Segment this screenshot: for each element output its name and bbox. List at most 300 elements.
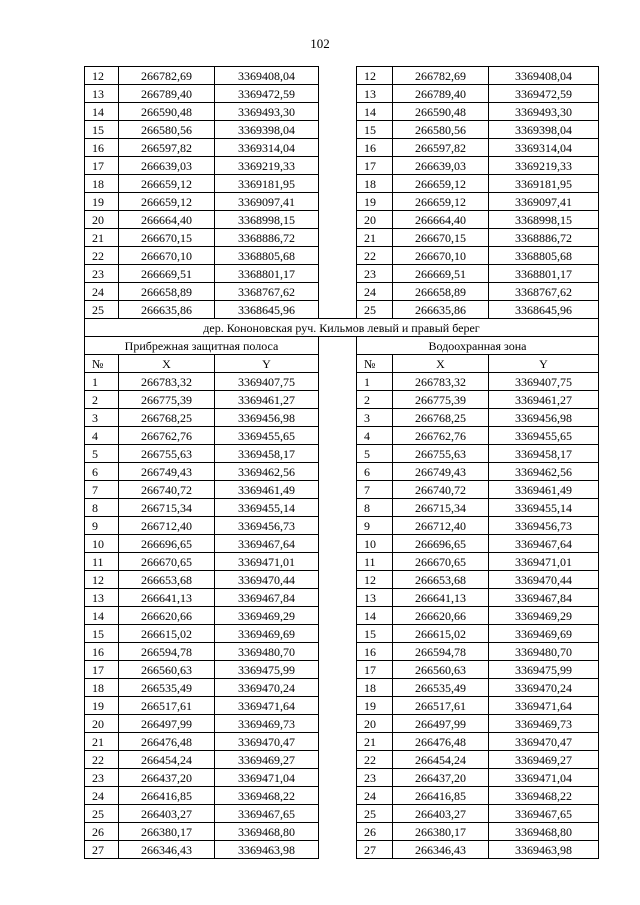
- right-point-number: 16: [357, 643, 393, 661]
- left-y-coordinate: 3369407,75: [215, 373, 319, 391]
- right-x-coordinate: 266615,02: [393, 625, 489, 643]
- col-header-x: X: [393, 355, 489, 373]
- right-x-coordinate: 266740,72: [393, 481, 489, 499]
- left-y-coordinate: 3369408,04: [215, 67, 319, 85]
- table-row: [85, 715, 599, 733]
- column-gap: [319, 121, 357, 139]
- left-point-number: 19: [85, 193, 119, 211]
- left-y-coordinate: 3369480,70: [215, 643, 319, 661]
- column-gap: [319, 751, 357, 769]
- column-gap: [319, 769, 357, 787]
- left-y-coordinate: 3368998,15: [215, 211, 319, 229]
- right-point-number: 15: [357, 121, 393, 139]
- right-point-number: 3: [357, 409, 393, 427]
- left-y-coordinate: 3369467,65: [215, 805, 319, 823]
- right-y-coordinate: 3368886,72: [489, 229, 599, 247]
- column-gap: [319, 247, 357, 265]
- column-gap: [319, 553, 357, 571]
- table-row: [85, 445, 599, 463]
- right-y-coordinate: 3369472,59: [489, 85, 599, 103]
- right-y-coordinate: 3369398,04: [489, 121, 599, 139]
- table-row: [85, 553, 599, 571]
- left-y-coordinate: 3369470,47: [215, 733, 319, 751]
- left-y-coordinate: 3369461,27: [215, 391, 319, 409]
- right-x-coordinate: 266749,43: [393, 463, 489, 481]
- column-gap: [319, 607, 357, 625]
- left-x-coordinate: 266670,10: [119, 247, 215, 265]
- right-point-number: 23: [357, 265, 393, 283]
- table-row: [85, 535, 599, 553]
- left-y-coordinate: 3369471,01: [215, 553, 319, 571]
- column-gap: [319, 427, 357, 445]
- right-point-number: 1: [357, 373, 393, 391]
- column-gap: [319, 643, 357, 661]
- table-row: [85, 589, 599, 607]
- left-point-number: 6: [85, 463, 119, 481]
- right-x-coordinate: 266783,32: [393, 373, 489, 391]
- right-point-number: 4: [357, 427, 393, 445]
- bottom-rows: [85, 373, 599, 859]
- left-y-coordinate: 3369398,04: [215, 121, 319, 139]
- left-x-coordinate: 266768,25: [119, 409, 215, 427]
- column-gap: [319, 535, 357, 553]
- right-x-coordinate: 266535,49: [393, 679, 489, 697]
- left-x-coordinate: 266658,89: [119, 283, 215, 301]
- table-row: [85, 103, 599, 121]
- col-header-num: №: [85, 355, 119, 373]
- column-gap: [319, 67, 357, 85]
- column-gap: [319, 517, 357, 535]
- left-y-coordinate: 3369469,73: [215, 715, 319, 733]
- table-row: [85, 409, 599, 427]
- right-y-coordinate: 3369461,27: [489, 391, 599, 409]
- column-gap: [319, 787, 357, 805]
- right-y-coordinate: 3369475,99: [489, 661, 599, 679]
- table-row: [85, 517, 599, 535]
- right-y-coordinate: 3369470,47: [489, 733, 599, 751]
- right-point-number: 17: [357, 661, 393, 679]
- right-point-number: 18: [357, 679, 393, 697]
- right-y-coordinate: 3369467,84: [489, 589, 599, 607]
- left-y-coordinate: 3369461,49: [215, 481, 319, 499]
- column-gap: [319, 481, 357, 499]
- left-y-coordinate: 3369219,33: [215, 157, 319, 175]
- right-x-coordinate: 266715,34: [393, 499, 489, 517]
- left-y-coordinate: 3369469,27: [215, 751, 319, 769]
- table-row: [85, 733, 599, 751]
- right-y-coordinate: 3369467,65: [489, 805, 599, 823]
- left-y-coordinate: 3369468,22: [215, 787, 319, 805]
- left-x-coordinate: 266669,51: [119, 265, 215, 283]
- left-x-coordinate: 266670,65: [119, 553, 215, 571]
- right-point-number: 26: [357, 823, 393, 841]
- column-gap: [319, 139, 357, 157]
- right-point-number: 24: [357, 283, 393, 301]
- left-point-number: 9: [85, 517, 119, 535]
- left-x-coordinate: 266346,43: [119, 841, 215, 859]
- left-y-coordinate: 3369097,41: [215, 193, 319, 211]
- page-number: 102: [310, 36, 330, 51]
- right-y-coordinate: 3369461,49: [489, 481, 599, 499]
- left-point-number: 14: [85, 103, 119, 121]
- left-x-coordinate: 266696,65: [119, 535, 215, 553]
- left-x-coordinate: 266740,72: [119, 481, 215, 499]
- column-gap: [319, 445, 357, 463]
- right-x-coordinate: 266560,63: [393, 661, 489, 679]
- right-point-number: 19: [357, 193, 393, 211]
- table-row: [85, 157, 599, 175]
- right-x-coordinate: 266517,61: [393, 697, 489, 715]
- left-y-coordinate: 3369470,44: [215, 571, 319, 589]
- left-point-number: 20: [85, 211, 119, 229]
- left-point-number: 26: [85, 823, 119, 841]
- left-heading: Прибрежная защитная полоса: [85, 337, 319, 355]
- right-point-number: 10: [357, 535, 393, 553]
- left-point-number: 23: [85, 265, 119, 283]
- column-gap: [319, 175, 357, 193]
- right-y-coordinate: 3369456,98: [489, 409, 599, 427]
- left-y-coordinate: 3369471,64: [215, 697, 319, 715]
- col-header-x: X: [119, 355, 215, 373]
- right-x-coordinate: 266658,89: [393, 283, 489, 301]
- right-y-coordinate: 3369469,69: [489, 625, 599, 643]
- left-point-number: 21: [85, 229, 119, 247]
- left-x-coordinate: 266437,20: [119, 769, 215, 787]
- table-row: [85, 697, 599, 715]
- right-point-number: 13: [357, 85, 393, 103]
- left-y-coordinate: 3368645,96: [215, 301, 319, 319]
- left-x-coordinate: 266620,66: [119, 607, 215, 625]
- left-y-coordinate: 3369493,30: [215, 103, 319, 121]
- right-x-coordinate: 266659,12: [393, 175, 489, 193]
- left-point-number: 17: [85, 157, 119, 175]
- table-row: [85, 175, 599, 193]
- right-y-coordinate: 3369455,65: [489, 427, 599, 445]
- left-x-coordinate: 266755,63: [119, 445, 215, 463]
- column-gap: [319, 805, 357, 823]
- left-y-coordinate: 3369463,98: [215, 841, 319, 859]
- right-y-coordinate: 3369462,56: [489, 463, 599, 481]
- right-x-coordinate: 266669,51: [393, 265, 489, 283]
- right-point-number: 23: [357, 769, 393, 787]
- left-x-coordinate: 266639,03: [119, 157, 215, 175]
- right-y-coordinate: 3369493,30: [489, 103, 599, 121]
- right-point-number: 14: [357, 607, 393, 625]
- left-x-coordinate: 266590,48: [119, 103, 215, 121]
- left-x-coordinate: 266560,63: [119, 661, 215, 679]
- right-point-number: 12: [357, 67, 393, 85]
- column-gap: [319, 571, 357, 589]
- table-row: [85, 769, 599, 787]
- left-point-number: 24: [85, 787, 119, 805]
- left-point-number: 1: [85, 373, 119, 391]
- right-x-coordinate: 266664,40: [393, 211, 489, 229]
- left-x-coordinate: 266664,40: [119, 211, 215, 229]
- left-x-coordinate: 266659,12: [119, 175, 215, 193]
- left-y-coordinate: 3369467,64: [215, 535, 319, 553]
- right-point-number: 20: [357, 715, 393, 733]
- left-y-coordinate: 3369467,84: [215, 589, 319, 607]
- right-point-number: 8: [357, 499, 393, 517]
- left-point-number: 24: [85, 283, 119, 301]
- right-point-number: 21: [357, 229, 393, 247]
- right-y-coordinate: 3369469,73: [489, 715, 599, 733]
- table-row: [85, 265, 599, 283]
- right-y-coordinate: 3369469,29: [489, 607, 599, 625]
- right-x-coordinate: 266782,69: [393, 67, 489, 85]
- right-x-coordinate: 266497,99: [393, 715, 489, 733]
- left-x-coordinate: 266497,99: [119, 715, 215, 733]
- right-x-coordinate: 266476,48: [393, 733, 489, 751]
- left-point-number: 27: [85, 841, 119, 859]
- left-point-number: 11: [85, 553, 119, 571]
- right-y-coordinate: 3369468,80: [489, 823, 599, 841]
- right-x-coordinate: 266380,17: [393, 823, 489, 841]
- right-x-coordinate: 266641,13: [393, 589, 489, 607]
- right-x-coordinate: 266639,03: [393, 157, 489, 175]
- right-point-number: 15: [357, 625, 393, 643]
- left-point-number: 15: [85, 625, 119, 643]
- table-row: [85, 463, 599, 481]
- right-point-number: 21: [357, 733, 393, 751]
- right-x-coordinate: 266597,82: [393, 139, 489, 157]
- column-gap: [319, 355, 357, 373]
- right-point-number: 18: [357, 175, 393, 193]
- left-x-coordinate: 266476,48: [119, 733, 215, 751]
- left-y-coordinate: 3368886,72: [215, 229, 319, 247]
- right-point-number: 5: [357, 445, 393, 463]
- left-x-coordinate: 266670,15: [119, 229, 215, 247]
- right-y-coordinate: 3369458,17: [489, 445, 599, 463]
- right-point-number: 24: [357, 787, 393, 805]
- right-x-coordinate: 266653,68: [393, 571, 489, 589]
- column-gap: [319, 373, 357, 391]
- left-point-number: 15: [85, 121, 119, 139]
- right-x-coordinate: 266620,66: [393, 607, 489, 625]
- table-row: [85, 643, 599, 661]
- table-row: [85, 571, 599, 589]
- left-x-coordinate: 266615,02: [119, 625, 215, 643]
- left-y-coordinate: 3369455,65: [215, 427, 319, 445]
- left-x-coordinate: 266762,76: [119, 427, 215, 445]
- left-y-coordinate: 3369314,04: [215, 139, 319, 157]
- left-point-number: 22: [85, 751, 119, 769]
- column-gap: [319, 337, 357, 355]
- section-title: дер. Кононовская руч. Кильмов левый и правый берег: [85, 319, 599, 337]
- right-x-coordinate: 266789,40: [393, 85, 489, 103]
- left-y-coordinate: 3369458,17: [215, 445, 319, 463]
- right-y-coordinate: 3368645,96: [489, 301, 599, 319]
- table-row: [85, 67, 599, 85]
- column-gap: [319, 391, 357, 409]
- column-gap: [319, 211, 357, 229]
- left-y-coordinate: 3369181,95: [215, 175, 319, 193]
- left-y-coordinate: 3369468,80: [215, 823, 319, 841]
- table-row: [85, 679, 599, 697]
- left-point-number: 21: [85, 733, 119, 751]
- table-row: [85, 391, 599, 409]
- right-x-coordinate: 266712,40: [393, 517, 489, 535]
- right-heading: Водоохранная зона: [357, 337, 599, 355]
- right-x-coordinate: 266437,20: [393, 769, 489, 787]
- left-point-number: 16: [85, 643, 119, 661]
- right-y-coordinate: 3368767,62: [489, 283, 599, 301]
- left-y-coordinate: 3368805,68: [215, 247, 319, 265]
- left-x-coordinate: 266775,39: [119, 391, 215, 409]
- left-x-coordinate: 266783,32: [119, 373, 215, 391]
- left-x-coordinate: 266597,82: [119, 139, 215, 157]
- table-row: [85, 247, 599, 265]
- table-row: [85, 805, 599, 823]
- left-x-coordinate: 266580,56: [119, 121, 215, 139]
- right-y-coordinate: 3369456,73: [489, 517, 599, 535]
- column-gap: [319, 463, 357, 481]
- table-row: [85, 751, 599, 769]
- table-row: [85, 121, 599, 139]
- right-y-coordinate: 3369471,01: [489, 553, 599, 571]
- section-header: [85, 319, 599, 373]
- table-row: [85, 841, 599, 859]
- right-y-coordinate: 3369471,64: [489, 697, 599, 715]
- left-y-coordinate: 3369469,69: [215, 625, 319, 643]
- right-point-number: 9: [357, 517, 393, 535]
- table-row: [85, 229, 599, 247]
- table-row: [85, 85, 599, 103]
- left-y-coordinate: 3369469,29: [215, 607, 319, 625]
- column-gap: [319, 229, 357, 247]
- table-row: [85, 787, 599, 805]
- left-point-number: 22: [85, 247, 119, 265]
- left-x-coordinate: 266594,78: [119, 643, 215, 661]
- right-y-coordinate: 3369181,95: [489, 175, 599, 193]
- right-point-number: 13: [357, 589, 393, 607]
- right-x-coordinate: 266696,65: [393, 535, 489, 553]
- column-gap: [319, 283, 357, 301]
- right-y-coordinate: 3369097,41: [489, 193, 599, 211]
- right-x-coordinate: 266775,39: [393, 391, 489, 409]
- right-y-coordinate: 3369467,64: [489, 535, 599, 553]
- right-point-number: 20: [357, 211, 393, 229]
- column-gap: [319, 697, 357, 715]
- right-point-number: 25: [357, 805, 393, 823]
- column-gap: [319, 499, 357, 517]
- left-y-coordinate: 3368801,17: [215, 265, 319, 283]
- right-point-number: 22: [357, 247, 393, 265]
- column-gap: [319, 85, 357, 103]
- left-x-coordinate: 266715,34: [119, 499, 215, 517]
- column-gap: [319, 193, 357, 211]
- right-x-coordinate: 266659,12: [393, 193, 489, 211]
- table-row: [85, 661, 599, 679]
- left-x-coordinate: 266416,85: [119, 787, 215, 805]
- left-y-coordinate: 3369455,14: [215, 499, 319, 517]
- left-y-coordinate: 3369470,24: [215, 679, 319, 697]
- right-point-number: 12: [357, 571, 393, 589]
- right-x-coordinate: 266580,56: [393, 121, 489, 139]
- right-y-coordinate: 3369480,70: [489, 643, 599, 661]
- left-point-number: 23: [85, 769, 119, 787]
- right-point-number: 17: [357, 157, 393, 175]
- right-x-coordinate: 266768,25: [393, 409, 489, 427]
- right-point-number: 25: [357, 301, 393, 319]
- right-x-coordinate: 266403,27: [393, 805, 489, 823]
- left-point-number: 25: [85, 301, 119, 319]
- right-point-number: 14: [357, 103, 393, 121]
- column-gap: [319, 733, 357, 751]
- col-header-num: №: [357, 355, 393, 373]
- right-y-coordinate: 3369407,75: [489, 373, 599, 391]
- table-row: [85, 481, 599, 499]
- column-gap: [319, 301, 357, 319]
- left-y-coordinate: 3369472,59: [215, 85, 319, 103]
- col-header-y: Y: [489, 355, 599, 373]
- right-point-number: 6: [357, 463, 393, 481]
- table-row: [85, 211, 599, 229]
- left-y-coordinate: 3369462,56: [215, 463, 319, 481]
- left-point-number: 19: [85, 697, 119, 715]
- left-point-number: 4: [85, 427, 119, 445]
- right-x-coordinate: 266635,86: [393, 301, 489, 319]
- column-gap: [319, 823, 357, 841]
- left-point-number: 5: [85, 445, 119, 463]
- right-x-coordinate: 266755,63: [393, 445, 489, 463]
- right-x-coordinate: 266590,48: [393, 103, 489, 121]
- column-gap: [319, 679, 357, 697]
- column-gap: [319, 625, 357, 643]
- column-gap: [319, 715, 357, 733]
- left-x-coordinate: 266403,27: [119, 805, 215, 823]
- left-point-number: 7: [85, 481, 119, 499]
- left-x-coordinate: 266659,12: [119, 193, 215, 211]
- column-gap: [319, 409, 357, 427]
- column-gap: [319, 841, 357, 859]
- left-point-number: 12: [85, 571, 119, 589]
- right-y-coordinate: 3369219,33: [489, 157, 599, 175]
- left-x-coordinate: 266789,40: [119, 85, 215, 103]
- left-point-number: 13: [85, 589, 119, 607]
- column-gap: [319, 265, 357, 283]
- right-x-coordinate: 266762,76: [393, 427, 489, 445]
- table-row: [85, 139, 599, 157]
- left-point-number: 25: [85, 805, 119, 823]
- left-y-coordinate: 3369471,04: [215, 769, 319, 787]
- left-y-coordinate: 3369475,99: [215, 661, 319, 679]
- table-row: [85, 499, 599, 517]
- right-x-coordinate: 266454,24: [393, 751, 489, 769]
- right-x-coordinate: 266670,65: [393, 553, 489, 571]
- right-y-coordinate: 3369408,04: [489, 67, 599, 85]
- right-point-number: 27: [357, 841, 393, 859]
- left-point-number: 20: [85, 715, 119, 733]
- right-y-coordinate: 3369314,04: [489, 139, 599, 157]
- right-point-number: 16: [357, 139, 393, 157]
- coordinates-table: [84, 66, 599, 859]
- right-point-number: 2: [357, 391, 393, 409]
- col-header-y: Y: [215, 355, 319, 373]
- left-point-number: 8: [85, 499, 119, 517]
- table-row: [85, 823, 599, 841]
- left-y-coordinate: 3368767,62: [215, 283, 319, 301]
- right-point-number: 7: [357, 481, 393, 499]
- right-y-coordinate: 3369463,98: [489, 841, 599, 859]
- right-x-coordinate: 266346,43: [393, 841, 489, 859]
- right-x-coordinate: 266594,78: [393, 643, 489, 661]
- left-x-coordinate: 266749,43: [119, 463, 215, 481]
- column-gap: [319, 103, 357, 121]
- right-y-coordinate: 3369469,27: [489, 751, 599, 769]
- right-y-coordinate: 3369470,24: [489, 679, 599, 697]
- left-point-number: 3: [85, 409, 119, 427]
